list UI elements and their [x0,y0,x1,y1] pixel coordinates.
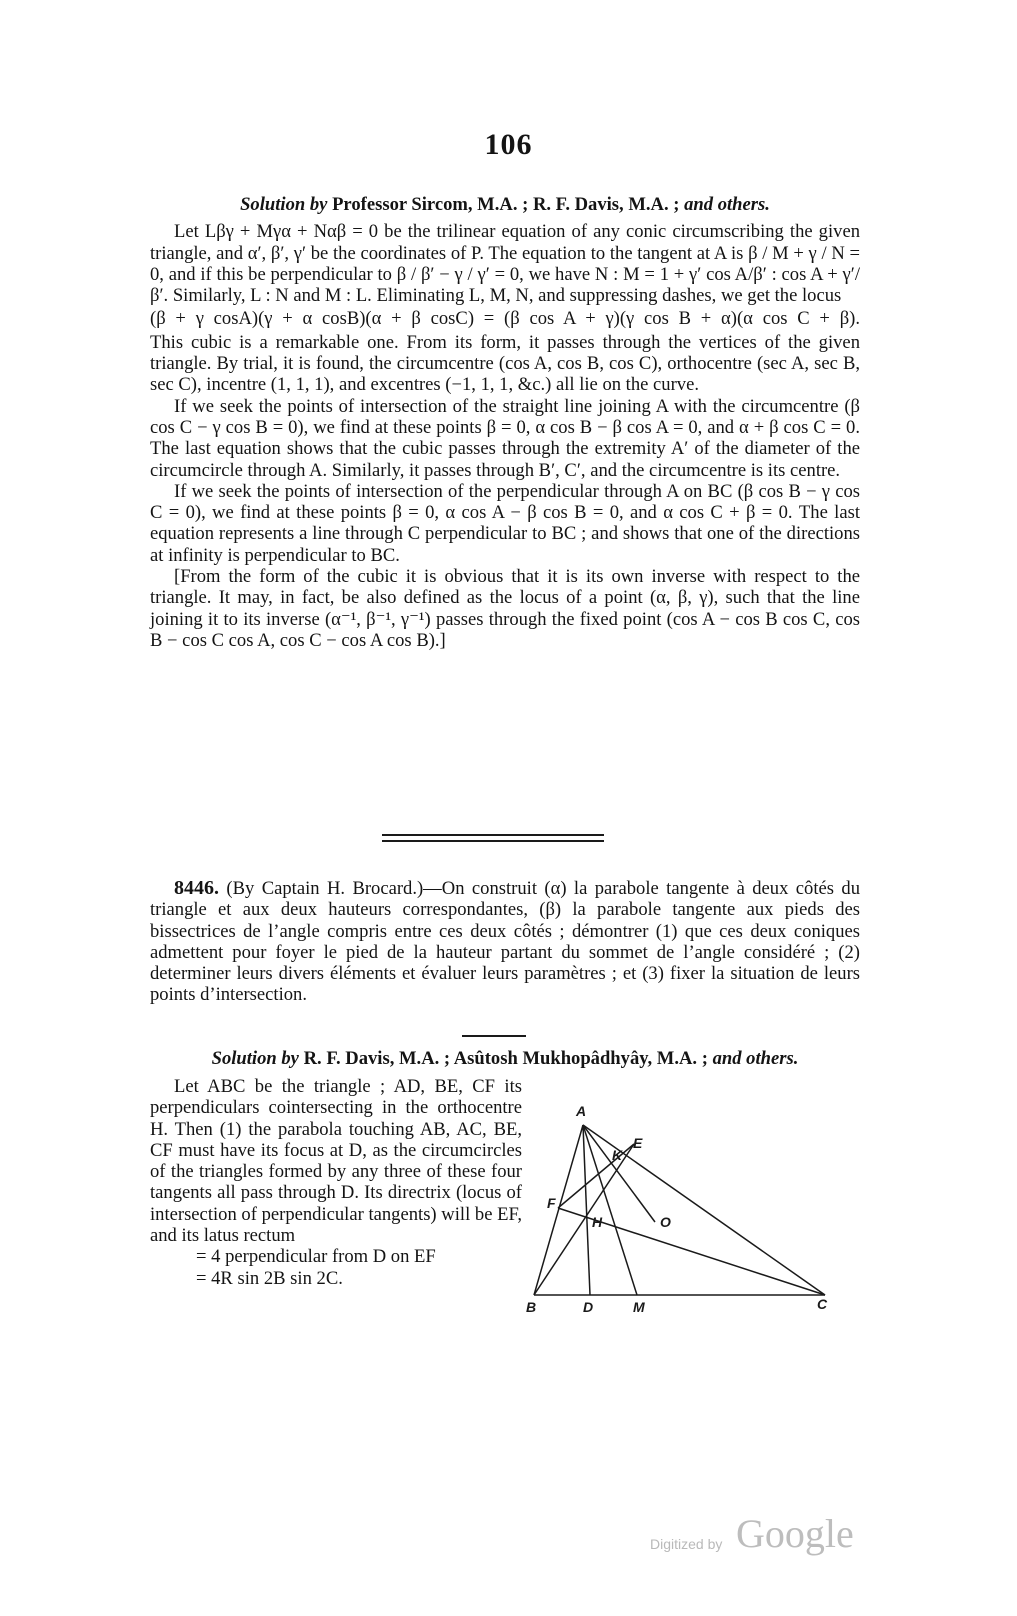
watermark-prefix: Digitized by [650,1536,723,1552]
solution-credit-1: Solution by Professor Sircom, M.A. ; R. F. Davis, M.A. ; and others. [240,194,770,215]
double-rule-top [382,834,604,836]
double-rule-bottom [382,840,604,842]
label-o: O [660,1214,671,1230]
question-text: (By Captain H. Brocard.)—On construit (α) la parabole tangente à deux côtés du triangle et aux deux hauteurs correspondantes, (β) la parabole tangente aux pieds des bissectrices de l’angle compris entre ces deux côtés ; démontrer (1) que ces deux coniques admettent pour foyer le pied de la hauteur partant du sommet de l’angle considéré ; (2) determiner leurs divers éléments et évaluer leurs paramètres ; et (3) fixer la situation de leurs points d’intersection. [150,878,861,1006]
latus-rectum-eq1: = 4 perpendicular from D on EF [196,1246,436,1268]
paragraph: [From the form of the cubic it is obvious that it is its own inverse with respect to the triangle. It may, in fact, be also defined as the locus of a point (α, β, γ), such that the line joining it to its inverse (α⁻¹, β⁻¹, γ⁻¹) passes through the fixed point (cos A − cos B cos C, cos B − cos C cos A, cos C − cos A cos B).] [150,566,860,651]
label-e: E [633,1135,643,1151]
short-rule [462,1035,526,1037]
label-k: K [612,1147,623,1163]
label-b: B [526,1299,537,1315]
label-h: H [592,1214,603,1230]
latus-rectum-eq2: = 4R sin 2B sin 2C. [196,1267,343,1289]
paragraph: Let Lβγ + Mγα + Nαβ = 0 be the trilinear equation of any conic circumscribing the given triangle, and α′, β′, γ′ be the coordinates of P. The equation to the tangent at A is β / M + γ / N = 0, and if this be perpendicular to β / β′ − γ / γ′ = 0, we have N : M = 1 + γ′ cos A/β′ : cos A + γ′/β′. Similarly, L : N and M : L. Eliminating L, M, N, and suppressing dashes, we get the locus [150,221,860,307]
paragraph: If we seek the points of intersection of the straight line joining A with the circumcentre (β cos C − γ cos B = 0), we find at these points β = 0, α cos B − β cos A = 0, and α + β cos C = 0. The last equation shows that the cubic passes through the extremity A′ of the diameter of the circumcircle through A. Similarly, it passes through B′, C′, and the circumcentre is its centre. [150,395,860,481]
altitude-ad [583,1125,590,1295]
google-logo: Google [736,1511,854,1556]
paragraph: If we seek the points of intersection of the perpendicular through A on BC (β cos B − γ cos C = 0), we find at these points β = 0, α cos A − β cos B = 0, and α cos C + β = 0. The last equation represents a line through C perpendicular to BC ; and shows that one of the directions at infinity is perpendicular to BC. [150,480,860,566]
page-number: 106 [484,128,533,161]
line-ao [583,1125,655,1222]
label-f: F [547,1195,556,1211]
label-d: D [583,1299,594,1315]
question-block [150,878,860,1006]
label-a: A [576,1103,587,1119]
paragraph: This cubic is a remarkable one. From its form, it passes through the vertices of the given triangle. By trial, it is found, the circumcentre (cos A, cos B, cos C), orthocentre (sec A, sec B, sec C), incentre (1, 1, 1), and excentres (−1, 1, 1, &c.) all lie on the curve. [150,331,860,396]
label-m: M [633,1299,645,1315]
paragraph: Let ABC be the triangle ; AD, BE, CF its perpendiculars cointersecting in the orthocentre H. Then (1) the parabola touching AB, AC, BE, CF must have its focus at D, as the circumcircles of the triangles formed by any three of these four tangents all pass through D. Its directrix (locus of intersection of perpendicular tangents) will be EF, and its latus rectum [150,1076,522,1247]
question-paragraph [150,878,860,1006]
locus-equation: (β + γ cosA)(γ + α cosB)(α + β cosC) = (β cos A + γ)(γ cos B + α)(α cos C + β). [150,308,860,330]
question-number: 8446. [174,877,219,899]
label-c: C [817,1296,828,1312]
solution-block-2 [150,1076,522,1289]
side-ab [534,1125,583,1295]
solution-block-1 [150,194,860,651]
line-ef [558,1144,634,1208]
triangle-figure [520,1095,840,1320]
solution-credit-2: Solution by R. F. Davis, M.A. ; Asûtosh Mukhopâdhyây, M.A. ; and others. [211,1048,799,1069]
